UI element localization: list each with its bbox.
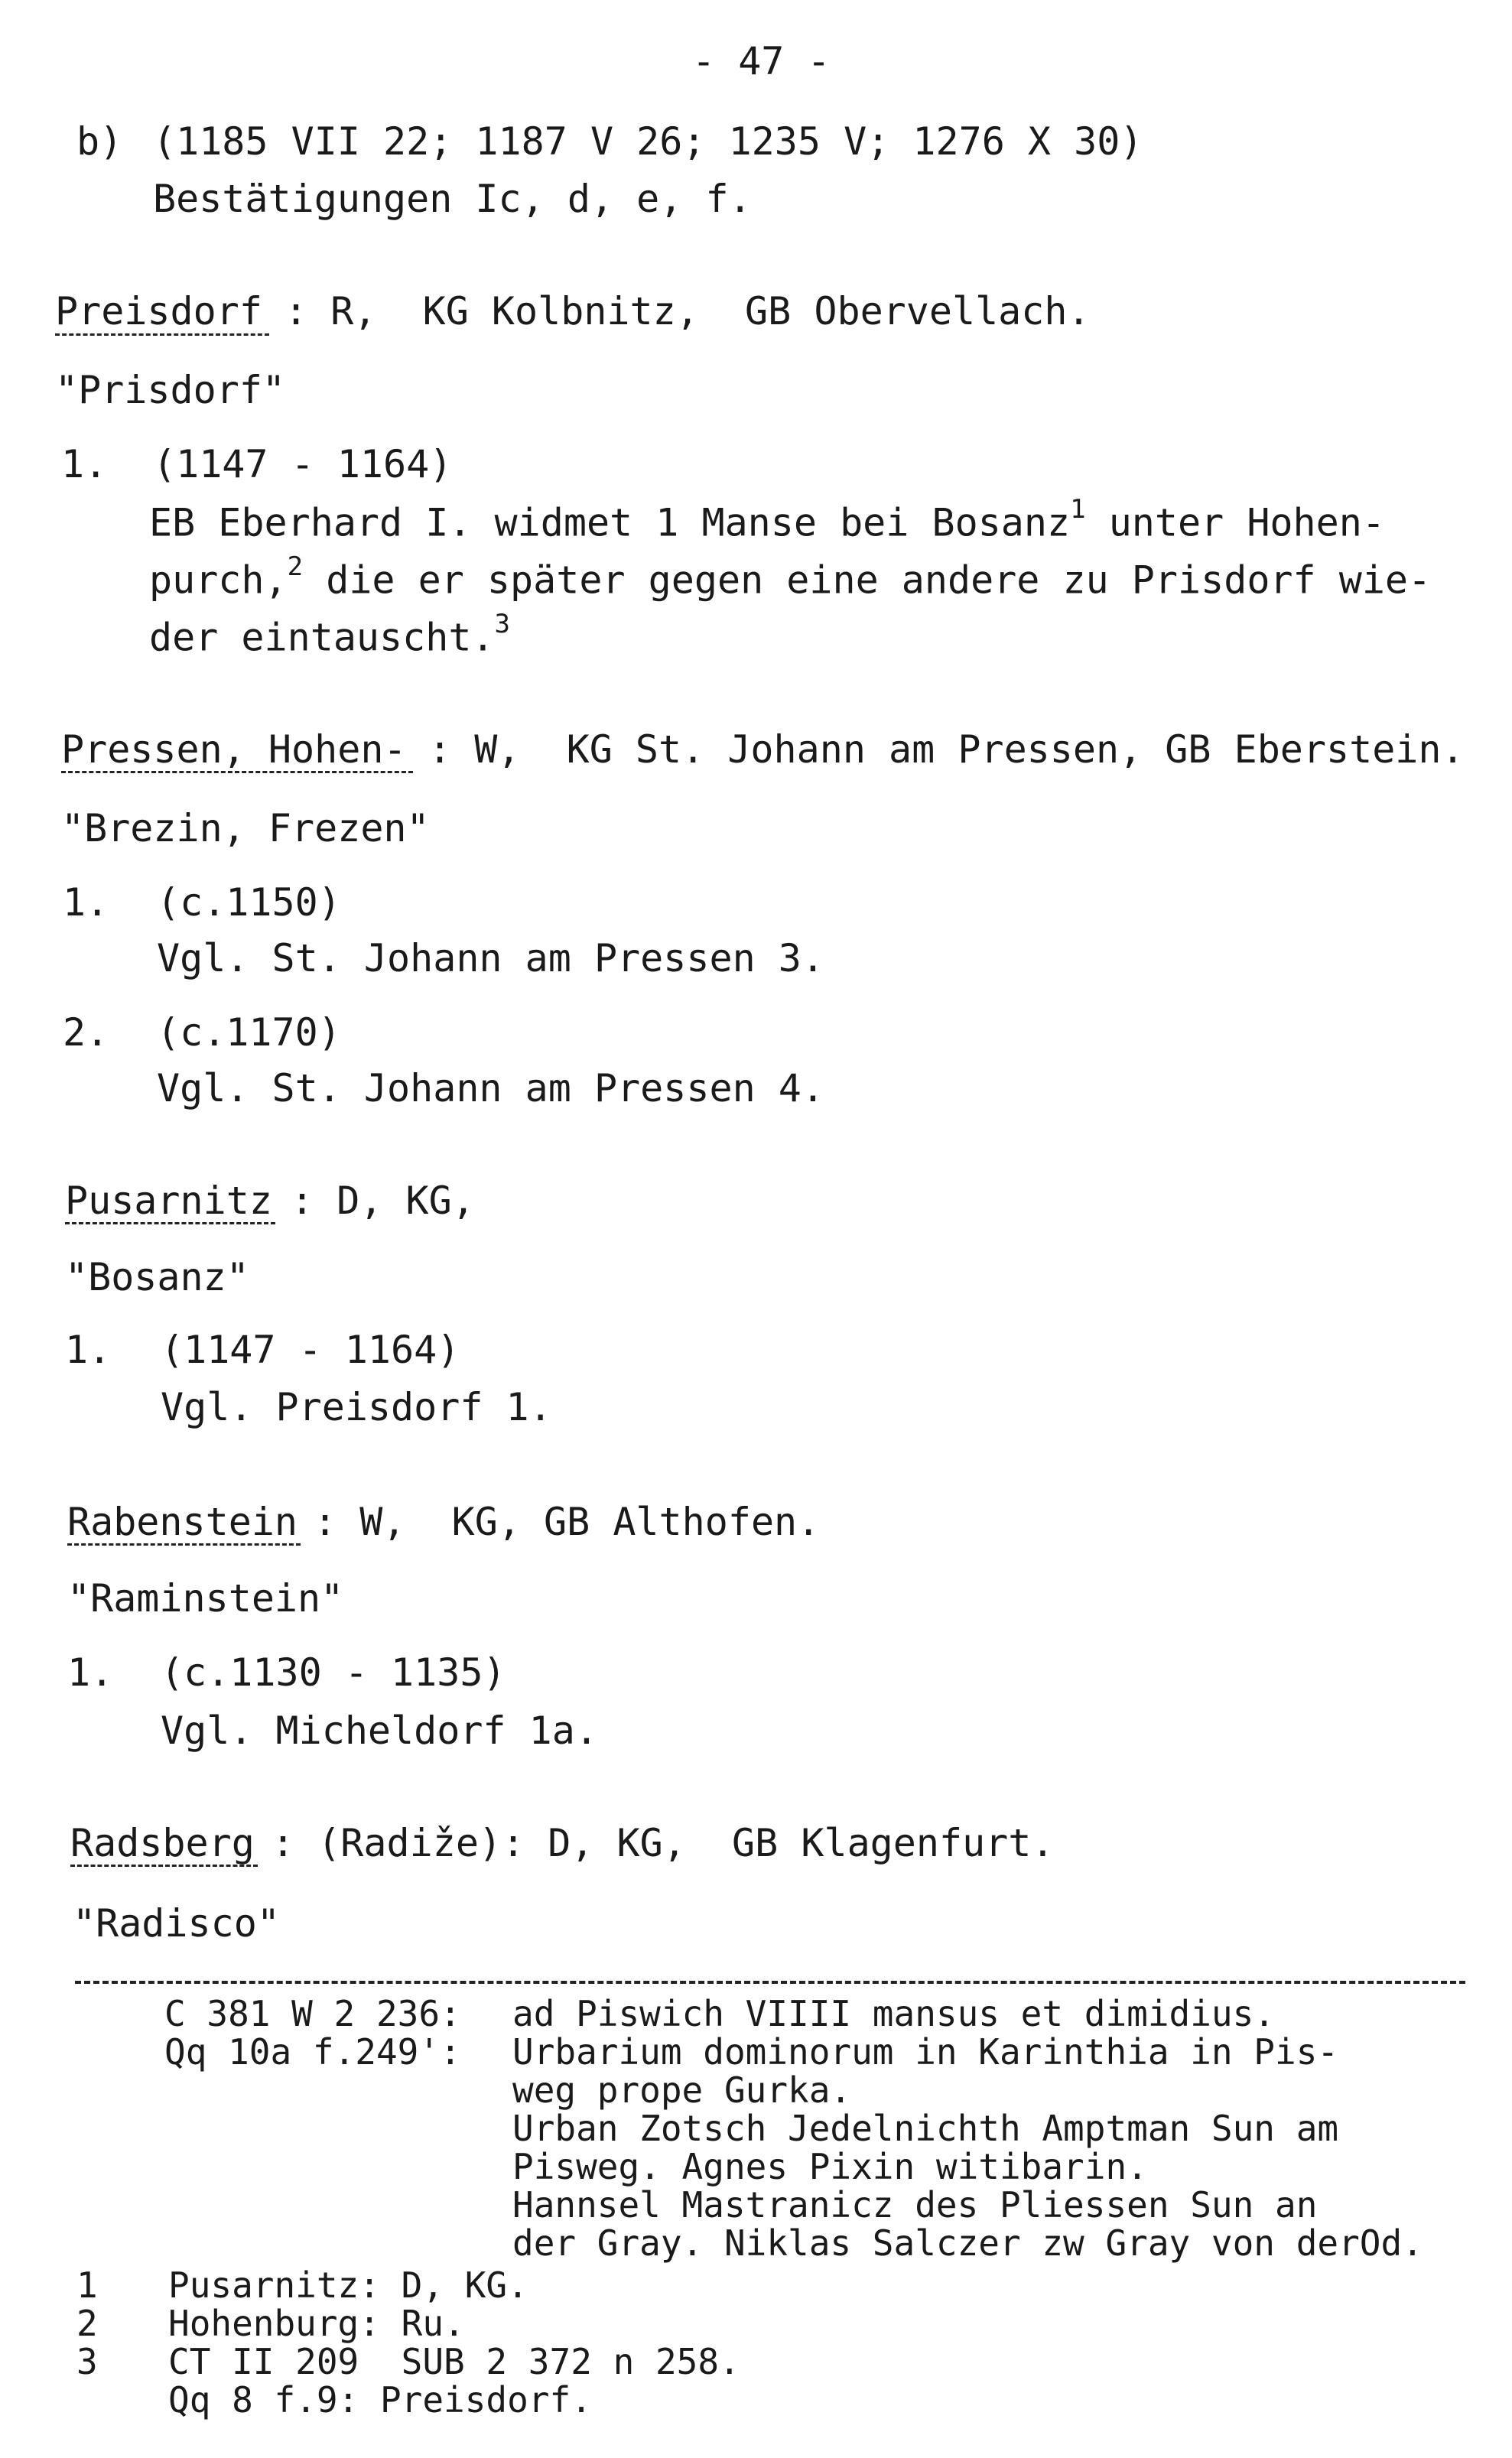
reference-source: Qq 10a f.249':	[164, 2031, 461, 2073]
intro-label: b)	[76, 119, 123, 164]
footnote-text: Qq 8 f.9: Preisdorf.	[168, 2379, 592, 2421]
item-text: Vgl. St. Johann am Pressen 3.	[157, 936, 824, 980]
heading-underline	[67, 1543, 301, 1546]
item-number: 2.	[63, 1010, 109, 1055]
reference-text: weg prope Gurka.	[512, 2069, 852, 2111]
footnote-number: 1	[76, 2265, 98, 2306]
item-text-line: purch,$^2$ die er später gegen eine andere zu Prisdorf wie-	[149, 551, 1432, 603]
entry-info: : (Radiže): D, KG, GB Klagenfurt.	[272, 1821, 1055, 1865]
heading-underline	[65, 1222, 275, 1224]
heading-underline	[61, 771, 413, 773]
footnote-separator	[75, 1981, 1465, 1984]
footnote-text: Hohenburg: Ru.	[168, 2303, 465, 2344]
heading-underline	[55, 333, 269, 336]
reference-text: Urbarium dominorum in Karinthia in Pis-	[512, 2031, 1339, 2073]
entry-heading-preisdorf: Preisdorf	[55, 289, 262, 333]
intro-text: Bestätigungen Ic, d, e, f.	[153, 177, 752, 221]
item-number: 1.	[67, 1650, 114, 1695]
entry-heading-rabenstein: Rabenstein	[67, 1500, 298, 1544]
entry-info: : R, KG Kolbnitz, GB Obervellach.	[285, 289, 1091, 333]
footnote-text: CT II 209 SUB 2 372 n 258.	[168, 2341, 740, 2382]
reference-text: ad Piswich VIIII mansus et dimidius.	[512, 1993, 1275, 2034]
item-number: 1.	[65, 1328, 112, 1372]
item-number: 1.	[63, 880, 109, 925]
entry-info: : W, KG St. Johann am Pressen, GB Eberstein.	[428, 727, 1465, 772]
entry-heading-radsberg: Radsberg	[70, 1821, 255, 1865]
item-date: (1147 - 1164)	[153, 442, 453, 486]
heading-underline	[70, 1865, 258, 1867]
footnote-number: 3	[76, 2341, 98, 2382]
item-date: (c.1130 - 1135)	[161, 1650, 506, 1695]
reference-text: Pisweg. Agnes Pixin witibarin.	[512, 2146, 1148, 2187]
page-number: - 47 -	[692, 39, 831, 83]
entry-heading-pusarnitz: Pusarnitz	[65, 1179, 272, 1223]
entry-info: : D, KG,	[291, 1179, 475, 1223]
item-date: (1147 - 1164)	[161, 1328, 460, 1372]
item-text-line: der eintauscht.$^3$	[149, 609, 511, 660]
entry-old-name: "Bosanz"	[65, 1255, 249, 1299]
reference-text: Urban Zotsch Jedelnichth Amptman Sun am	[512, 2108, 1339, 2149]
reference-text: Hannsel Mastranicz des Pliessen Sun an	[512, 2184, 1318, 2226]
item-date: (c.1150)	[157, 880, 341, 925]
item-text-line: EB Eberhard I. widmet 1 Manse bei Bosanz$^1$ unter Hohen-	[149, 494, 1385, 545]
item-text: Vgl. Micheldorf 1a.	[161, 1709, 598, 1753]
reference-text: der Gray. Niklas Salczer zw Gray von derOd.	[512, 2222, 1423, 2264]
entry-old-name: "Brezin, Frezen"	[61, 806, 430, 850]
intro-dates: (1185 VII 22; 1187 V 26; 1235 V; 1276 X 30)	[153, 119, 1143, 164]
entry-old-name: "Raminstein"	[67, 1576, 344, 1621]
item-text: Vgl. Preisdorf 1.	[161, 1385, 552, 1429]
entry-old-name: "Prisdorf"	[55, 368, 286, 412]
reference-source: C 381 W 2 236:	[164, 1993, 461, 2034]
item-date: (c.1170)	[157, 1010, 341, 1055]
footnote-text: Pusarnitz: D, KG.	[168, 2265, 528, 2306]
item-number: 1.	[61, 442, 108, 486]
item-text: Vgl. St. Johann am Pressen 4.	[157, 1066, 824, 1110]
entry-heading-pressen: Pressen, Hohen-	[61, 727, 407, 772]
entry-info: : W, KG, GB Althofen.	[314, 1500, 821, 1544]
entry-old-name: "Radisco"	[73, 1901, 280, 1946]
footnote-number: 2	[76, 2303, 98, 2344]
